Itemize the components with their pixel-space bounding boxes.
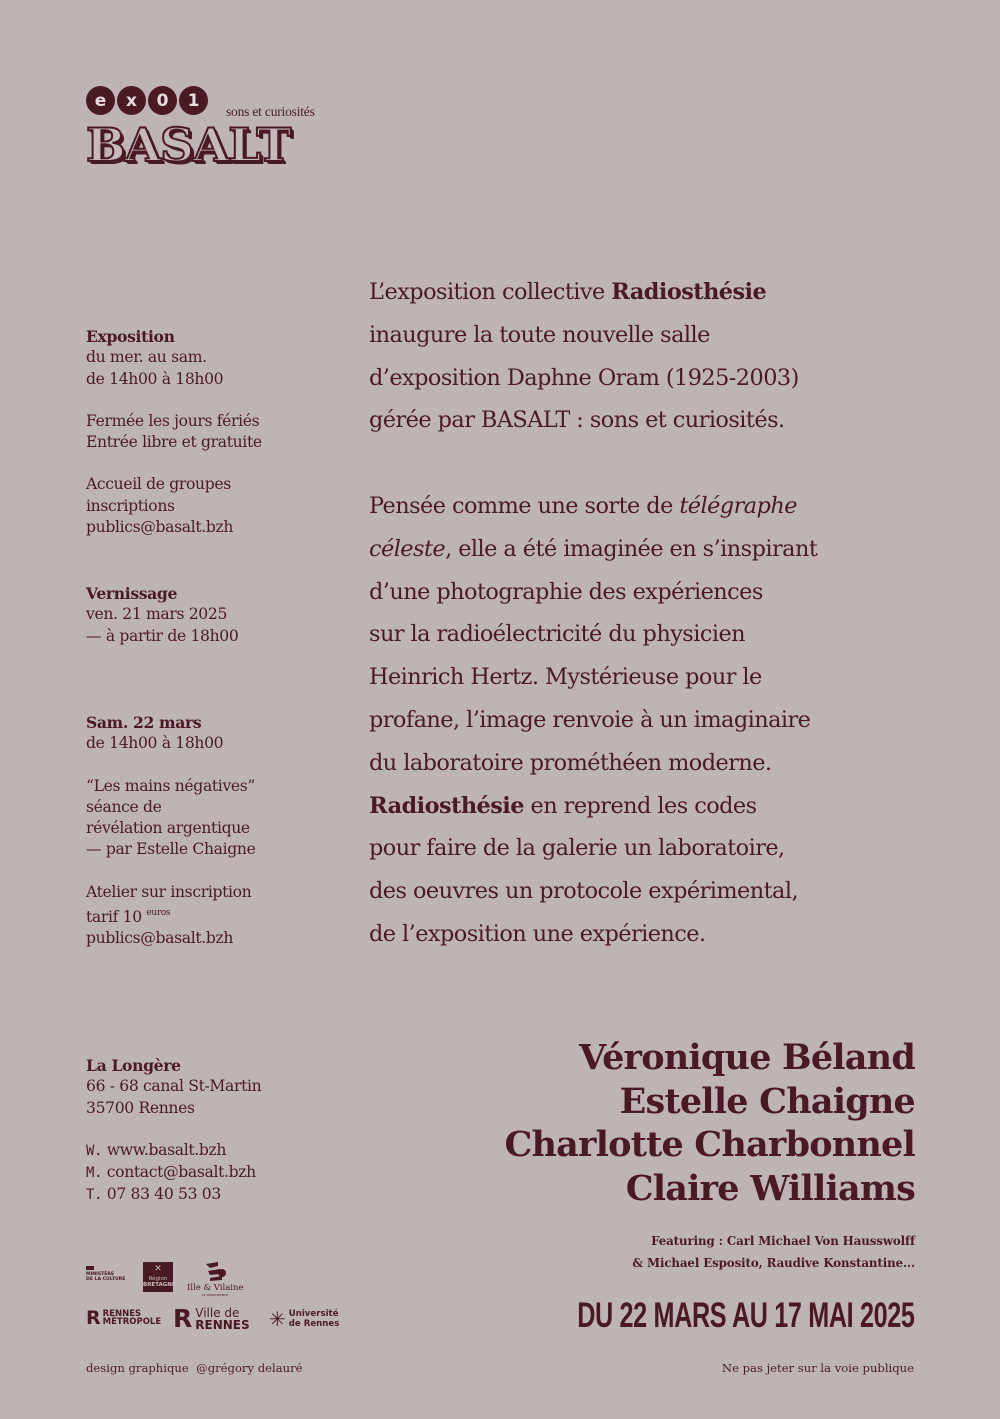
- email-link[interactable]: publics@basalt.bzh: [86, 518, 234, 537]
- text-line: de l’exposition une expérience.: [369, 920, 706, 947]
- website-link[interactable]: www.basalt.bzh: [106, 1140, 227, 1159]
- badge-letter: 0: [148, 86, 177, 115]
- intro-paragraph: [369, 271, 929, 442]
- artists-list: [504, 1036, 915, 1210]
- contact-prefix: M.: [86, 1165, 103, 1182]
- text-line: sur la radioélectricité du physicien: [369, 621, 746, 648]
- italic-term: télégraphe: [679, 492, 797, 519]
- logo-text: BRETAGNE: [143, 1282, 176, 1288]
- info-line: de 14h00 à 18h00: [86, 369, 224, 388]
- main-text: [369, 271, 929, 956]
- italic-term: céleste: [369, 535, 446, 562]
- ille-vilaine-logo: [187, 1262, 244, 1297]
- info-line: du mer. au sam.: [86, 348, 207, 367]
- info-line: Accueil de groupes: [86, 475, 231, 494]
- text-line: pour faire de la galerie un laboratoire,: [369, 835, 785, 862]
- logo-text: de Rennes: [288, 1319, 340, 1329]
- phone-number[interactable]: 07 83 40 53 03: [106, 1185, 221, 1204]
- logo-text: Région: [148, 1276, 168, 1282]
- info-line: de 14h00 à 18h00: [86, 734, 224, 753]
- logo-text: Ville de: [195, 1306, 240, 1320]
- contact-phone[interactable]: [86, 1184, 261, 1206]
- exposition-heading: Exposition: [86, 327, 175, 346]
- featuring-line: Featuring : Carl Michael Von Hausswolff: [651, 1234, 915, 1248]
- event-info: [86, 712, 255, 950]
- text-run: en reprend les codes: [523, 792, 757, 819]
- email-link[interactable]: contact@basalt.bzh: [106, 1163, 256, 1182]
- email-link[interactable]: publics@basalt.bzh: [86, 929, 234, 948]
- price-line: [86, 903, 255, 928]
- info-line: inscriptions: [86, 496, 175, 515]
- address-line: 66 - 68 canal St-Martin: [86, 1077, 262, 1096]
- exhibition-title: Radiosthésie: [369, 792, 524, 819]
- ille-vilaine-icon: [200, 1262, 230, 1282]
- starburst-icon: ✳: [269, 1307, 286, 1331]
- logo-tagline: sons et curiosités: [226, 104, 315, 119]
- info-line: “Les mains négatives”: [86, 776, 256, 795]
- badge-letter: e: [86, 86, 115, 115]
- ministere-culture-logo: [86, 1266, 125, 1282]
- artist-name: Véronique Béland: [578, 1037, 915, 1078]
- logo-text: MÉTROPOLE: [102, 1317, 162, 1327]
- price: tarif 10: [86, 908, 142, 927]
- badge-letter: x: [117, 86, 146, 115]
- universite-rennes-logo: [269, 1309, 339, 1329]
- logo-wordmark: BASALT: [86, 118, 291, 172]
- price-unit: euros: [146, 908, 171, 919]
- featuring: [632, 1230, 915, 1274]
- info-line: Fermée les jours fériés: [86, 411, 260, 430]
- rennes-metropole-logo: [86, 1309, 161, 1327]
- badge-letter: 1: [179, 86, 208, 115]
- text-run: Pensée comme une sorte de: [369, 492, 680, 519]
- partner-logos: [86, 1262, 356, 1342]
- event-heading: Sam. 22 mars: [86, 713, 202, 732]
- artist-name: Claire Williams: [625, 1167, 915, 1209]
- text-line: gérée par BASALT : sons et curiosités.: [369, 407, 785, 434]
- venue-heading: La Longère: [86, 1056, 181, 1075]
- vernissage-heading: Vernissage: [86, 584, 178, 603]
- litter-notice: Ne pas jeter sur la voie publique: [721, 1361, 914, 1375]
- info-line: ven. 21 mars 2025: [86, 605, 228, 624]
- text-line: profane, l’image renvoie à un imaginaire: [369, 706, 811, 733]
- design-credit: design graphique @grégory delauré: [86, 1361, 303, 1375]
- exhibition-title: Radiosthésie: [611, 279, 767, 305]
- text-run: , elle a été imaginée en s’inspirant: [445, 535, 818, 562]
- basalt-logo: [86, 86, 356, 181]
- logo-text: RENNES: [102, 1308, 142, 1319]
- exhibition-dates: DU 22 MARS AU 17 MAI 2025: [577, 1296, 915, 1335]
- vernissage-info: [86, 583, 238, 647]
- ville-rennes-logo: [173, 1304, 250, 1333]
- ermine-icon: ✕: [154, 1264, 162, 1274]
- info-line: — par Estelle Chaigne: [86, 840, 256, 859]
- exposition-info: [86, 326, 262, 538]
- artist-name: Charlotte Charbonnel: [504, 1124, 915, 1165]
- info-line: séance de: [86, 797, 162, 816]
- contact-prefix: W.: [86, 1142, 103, 1159]
- artist-name: Estelle Chaigne: [619, 1080, 915, 1122]
- venue-info: [86, 1055, 261, 1207]
- logo-text: RENNES: [195, 1318, 250, 1332]
- text-run: L’exposition collective: [369, 279, 612, 305]
- logo-text: Ille & Vilaine: [187, 1283, 244, 1293]
- region-bretagne-logo: [143, 1262, 176, 1292]
- info-line: — à partir de 18h00: [86, 626, 239, 645]
- marianne-icon: [86, 1266, 94, 1270]
- text-line: du laboratoire prométhéen moderne.: [369, 749, 772, 776]
- contact-web[interactable]: [86, 1140, 261, 1162]
- r-mark-icon: R: [173, 1304, 193, 1333]
- text-line: Heinrich Hertz. Mystérieuse pour le: [369, 664, 762, 691]
- info-line: Entrée libre et gratuite: [86, 433, 262, 452]
- logo-text: MINISTÈRE: [86, 1272, 115, 1277]
- r-mark-icon: R: [86, 1307, 101, 1329]
- contact-mail[interactable]: [86, 1162, 261, 1184]
- featuring-line: & Michael Esposito, Raudive Konstantine...: [632, 1256, 915, 1270]
- logo-text: LE DÉPARTEMENT: [201, 1293, 229, 1297]
- info-line: Atelier sur inscription: [86, 882, 252, 901]
- ex01-badge: [86, 86, 356, 115]
- description-paragraph: [369, 485, 929, 956]
- contact-prefix: T.: [86, 1187, 103, 1204]
- text-line: des oeuvres un protocole expérimental,: [369, 878, 799, 905]
- logo-text: DE LA CULTURE: [86, 1277, 126, 1282]
- text-line: d’une photographie des expériences: [369, 578, 763, 605]
- address-line: 35700 Rennes: [86, 1098, 195, 1117]
- logo-text: Université: [288, 1309, 339, 1319]
- info-line: révélation argentique: [86, 819, 250, 838]
- text-line: d’exposition Daphne Oram (1925-2003): [369, 364, 799, 391]
- text-line: inaugure la toute nouvelle salle: [369, 321, 710, 348]
